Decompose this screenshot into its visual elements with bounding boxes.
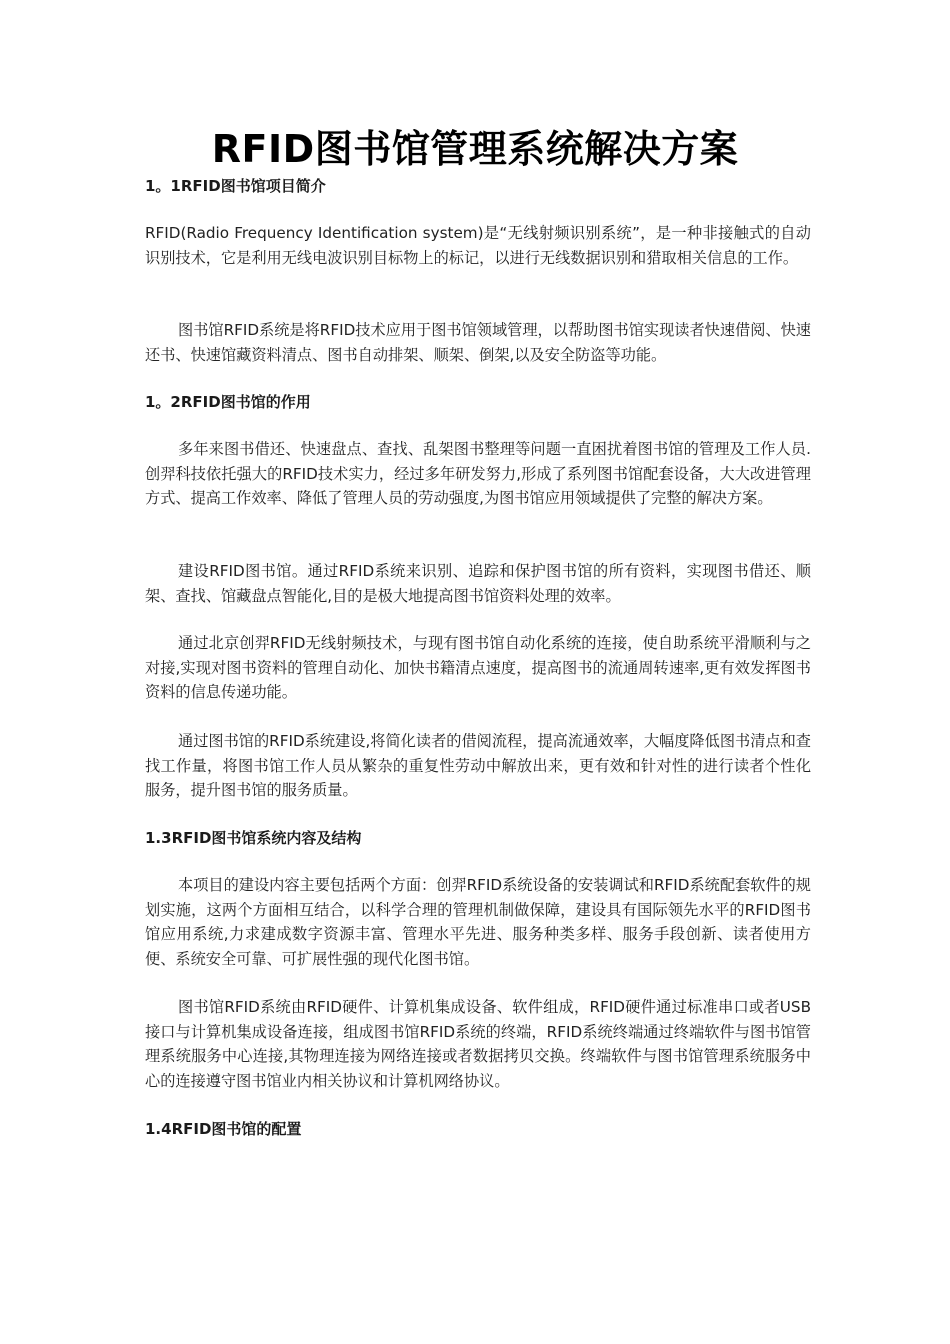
paragraph-structure-composition: 图书馆RFID系统由RFID硬件、计算机集成设备、软件组成，RFID硬件通过标准串口或者USB接口与计算机集成设备连接，组成图书馆RFID系统的终端，RFID系统终端通过终端软件与图书馆管理系统服务中心连接,其物理连接为网络连接或者数据拷贝交换。终端软件与图书馆管理系统服务中心的连接遵守图书馆业内相关协议和计算机网络协议。 (145, 998, 811, 1090)
section-heading-1-3: 1.3RFID图书馆系统内容及结构 (145, 829, 362, 847)
paragraph-library-rfid-system: 图书馆RFID系统是将RFID技术应用于图书馆领域管理，以帮助图书馆实现读者快速借阅、快速还书、快速馆藏资料清点、图书自动排架、顺架、倒架,以及安全防盗等功能。 (145, 321, 811, 364)
paragraph-structure-content: 本项目的建设内容主要包括两个方面：创羿RFID系统设备的安装调试和RFID系统配套软件的规划实施，这两个方面相互结合，以科学合理的管理机制做保障，建设具有国际领先水平的RFID图书馆应用系统,力求建成数字资源丰富、管理水平先进、服务种类多样、服务手段创新、读者使用方便、系统安全可靠、可扩展性强的现代化图书馆。 (145, 876, 811, 968)
document-title: RFID图书馆管理系统解决方案 (211, 127, 739, 171)
section-heading-1-2: 1。2RFID图书馆的作用 (145, 393, 311, 411)
paragraph-role-integration: 通过北京创羿RFID无线射频技术，与现有图书馆自动化系统的连接，使自助系统平滑顺利与之对接,实现对图书资料的管理自动化、加快书籍清点速度，提高图书的流通周转速率,更有效发挥图书资料的信息传递功能。 (145, 634, 811, 701)
paragraph-role-construction: 建设RFID图书馆。通过RFID系统来识别、追踪和保护图书馆的所有资料，实现图书借还、顺架、查找、馆藏盘点智能化,目的是极大地提高图书馆资料处理的效率。 (145, 562, 811, 605)
paragraph-rfid-definition: RFID(Radio Frequency Identification system)是“无线射频识别系统”，是一种非接触式的自动识别技术，它是利用无线电波识别目标物上的标记，以进行无线数据识别和猎取相关信息的工作。 (145, 224, 811, 267)
paragraph-role-benefits: 通过图书馆的RFID系统建设,将简化读者的借阅流程，提高流通效率，大幅度降低图书清点和查找工作量，将图书馆工作人员从繁杂的重复性劳动中解放出来，更有效和针对性的进行读者个性化服务，提升图书馆的服务质量。 (145, 732, 811, 799)
section-heading-1-1: 1。1RFID图书馆项目简介 (145, 177, 326, 195)
paragraph-role-background: 多年来图书借还、快速盘点、查找、乱架图书整理等问题一直困扰着图书馆的管理及工作人员.创羿科技依托强大的RFID技术实力，经过多年研发努力,形成了系列图书馆配套设备，大大改进管理方式、提高工作效率、降低了管理人员的劳动强度,为图书馆应用领域提供了完整的解决方案。 (145, 440, 811, 507)
section-heading-1-4: 1.4RFID图书馆的配置 (145, 1120, 302, 1138)
